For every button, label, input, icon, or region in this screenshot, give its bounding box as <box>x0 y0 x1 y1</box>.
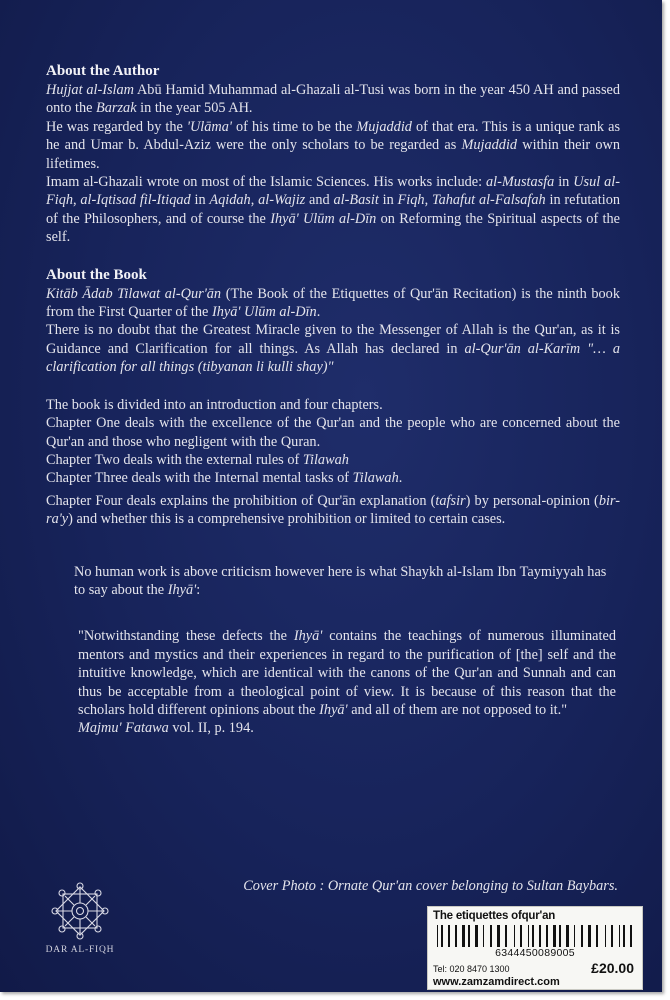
publisher-name: DAR AL-FIQH <box>45 945 115 955</box>
barcode <box>435 925 635 947</box>
sticker-title: The etiquettes ofqur'an <box>433 910 556 922</box>
quote-text: "Notwithstanding these defects the Ihyā' contains the teachings of numerous illuminated mentors and mystics and their experiences in regard to the purification of [the] self and the intuitive knowledge, which are identical with the canons of the Qur'an and Sunnah and can thus be acceptable from a theological point of view. It is because of this reason that the scholars hold different opinions about the Ihyā' and all of them are not opposed to it." <box>78 628 616 718</box>
about-book-section <box>46 266 620 529</box>
about-author-section <box>46 62 620 247</box>
about-author-heading: About the Author <box>46 63 160 79</box>
author-works-paragraph: Imam al-Ghazali wrote on most of the Islamic Sciences. His works include: al-Mustasfa in Usul al-Fiqh, al-Iqtisad fil-Itiqad in Aqidah, al-Wajiz and al-Basit in Fiqh, Tahafut al-Falsafah in refutation of the Philosophers, and of course the Ihyā' Ulūm al-Dīn on Reforming the Spiritual aspects of the self. <box>46 174 620 246</box>
quote-source: Majmu' Fatawa vol. II, p. 194. <box>78 720 254 737</box>
chapters-intro: The book is divided into an introduction and four chapters. <box>46 396 383 413</box>
ibn-taymiyyah-quote <box>46 627 620 737</box>
chapter-one-text: Chapter One deals with the excellence of the Qur'an and the people who are concerned about the Qur'an and those who negligent with the Quran. <box>46 415 620 450</box>
section-spacer <box>46 247 620 266</box>
cover-text <box>46 62 620 738</box>
author-rank-paragraph: He was regarded by the 'Ulāma' of his time to be the Mujaddid of that era. This is a unique rank as he and Umar b. Abdul-Aziz were the only scholars to be regarded as Mujaddid within their own lifetimes. <box>46 118 621 172</box>
publisher-logo <box>40 880 120 980</box>
chapter-two-text: Chapter Two deals with the external rules of Tilawah <box>46 451 349 468</box>
about-book-heading: About the Book <box>46 266 147 283</box>
author-birth-paragraph: Hujjat al-Islam Abū Hamid Muhammad al-Ghazali al-Tusi was born in the year 450 AH and passed onto the Barzak in the year 505 AH. <box>46 82 621 117</box>
paragraph-spacer <box>46 377 620 396</box>
cover-photo-caption: Cover Photo : Ornate Qur'an cover belonging to Sultan Baybars. <box>243 878 618 894</box>
price-sticker <box>427 906 643 990</box>
sticker-telephone: Tel: 020 8470 1300 <box>433 964 510 974</box>
chapter-three-text: Chapter Three deals with the Internal mental tasks of Tilawah. <box>46 470 403 487</box>
book-intro-paragraph: Kitāb Ādab Tilawat al-Qur'ān (The Book of the Etiquettes of Qur'ān Recitation) is the ninth book from the First Quarter of the Ihyā' Ulūm al-Dīn. <box>46 285 620 321</box>
section-spacer <box>46 529 620 563</box>
sticker-price: £20.00 <box>591 960 634 976</box>
chapter-four-text: Chapter Four deals explains the prohibition of Qur'ān explanation (tafsir) by personal-opinion (bir-ra'y) and whether this is a comprehensive prohibition or limited to certain cases. <box>46 492 620 528</box>
book-miracle-paragraph: There is no doubt that the Greatest Miracle given to the Messenger of Allah is the Qur'an, as it is Guidance and Clarification for all things. As Allah has declared in al-Qur'ān al-Karīm "… a clarification for all things (tibyanan li kulli shay)" <box>46 322 620 376</box>
sticker-website: www.zamzamdirect.com <box>433 976 560 988</box>
criticism-paragraph: No human work is above criticism however here is what Shaykh al-Islam Ibn Taymiyyah has to say about the Ihyā': <box>74 563 607 598</box>
ornate-star-emblem-icon <box>49 880 111 942</box>
barcode-number: 6344450089005 <box>495 947 575 959</box>
